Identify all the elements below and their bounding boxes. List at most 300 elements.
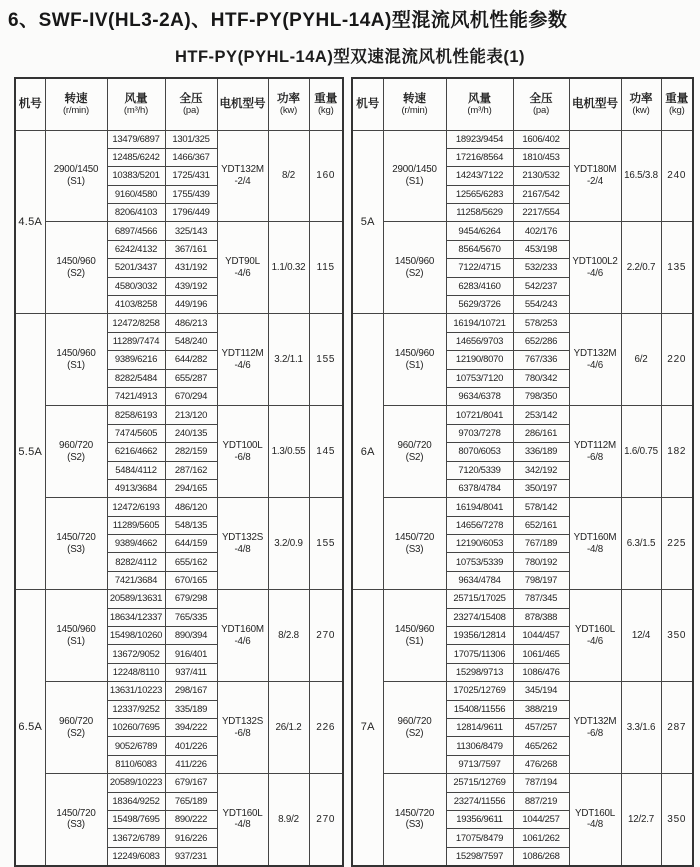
- airflow-cell: 9634/4784: [446, 571, 513, 589]
- weight-cell: 115: [309, 222, 343, 314]
- motor-model: YDT132M: [573, 715, 617, 727]
- pressure-cell: 652/286: [513, 332, 569, 350]
- speed-tag: (S1): [67, 359, 85, 371]
- airflow-cell: 18923/9454: [446, 130, 513, 148]
- table-row: [15, 774, 343, 792]
- weight-cell: 225: [661, 498, 693, 590]
- airflow-cell: 4580/3032: [107, 277, 165, 295]
- airflow-cell: 9389/6216: [107, 351, 165, 369]
- speed-tag: (S2): [67, 267, 85, 279]
- motor-model: YDT100L2: [572, 256, 618, 268]
- motor-poles: -4/6: [586, 267, 604, 279]
- airflow-cell: 18634/12337: [107, 608, 165, 626]
- power-cell: 6/2: [621, 314, 661, 406]
- motor-model: YDT112M: [221, 348, 264, 360]
- table-row: [352, 130, 693, 148]
- pressure-cell: 449/196: [165, 296, 217, 314]
- airflow-cell: 8564/5670: [446, 240, 513, 258]
- speed-cell: [45, 590, 107, 682]
- pressure-cell: 2130/532: [513, 167, 569, 185]
- motor-poles: -4/6: [234, 359, 251, 371]
- airflow-cell: 5201/3437: [107, 259, 165, 277]
- pressure-cell: 286/161: [513, 424, 569, 442]
- airflow-cell: 15298/7597: [446, 847, 513, 865]
- motor-poles: -6/8: [586, 451, 604, 463]
- motor-model-cell: [217, 222, 268, 314]
- airflow-cell: 6216/4662: [107, 443, 165, 461]
- motor-model-cell: [217, 774, 268, 866]
- airflow-cell: 18364/9252: [107, 792, 165, 810]
- speed-value: 1450/960: [394, 623, 435, 635]
- table-row: [352, 222, 693, 240]
- pressure-cell: 465/262: [513, 737, 569, 755]
- speed-cell: [383, 130, 446, 222]
- airflow-cell: 8110/6083: [107, 755, 165, 773]
- speed-value: 2900/1450: [53, 164, 99, 176]
- pressure-cell: 767/336: [513, 351, 569, 369]
- pressure-cell: 652/161: [513, 516, 569, 534]
- col-header-motor: 电机型号: [217, 78, 268, 130]
- airflow-cell: 7421/3684: [107, 571, 165, 589]
- motor-model: YDT160L: [575, 807, 615, 819]
- airflow-cell: 15498/10260: [107, 627, 165, 645]
- airflow-cell: 6378/4784: [446, 479, 513, 497]
- pressure-cell: 1755/439: [165, 185, 217, 203]
- airflow-cell: 16194/10721: [446, 314, 513, 332]
- pressure-cell: 767/189: [513, 535, 569, 553]
- model-number-cell: 7A: [352, 590, 383, 866]
- speed-value: 1450/960: [56, 256, 96, 268]
- model-number-cell: 5.5A: [15, 314, 45, 590]
- speed-cell: [383, 222, 446, 314]
- pressure-cell: 1725/431: [165, 167, 217, 185]
- airflow-cell: 16194/8041: [446, 498, 513, 516]
- airflow-cell: 12485/6242: [107, 148, 165, 166]
- airflow-cell: 11306/8479: [446, 737, 513, 755]
- motor-model-cell: [217, 682, 268, 774]
- speed-cell: [45, 682, 107, 774]
- pressure-cell: 554/243: [513, 296, 569, 314]
- power-cell: 3.3/1.6: [621, 682, 661, 774]
- speed-value: 1450/960: [394, 348, 435, 360]
- airflow-cell: 12472/6193: [107, 498, 165, 516]
- pressure-cell: 787/194: [513, 774, 569, 792]
- weight-cell: 287: [661, 682, 693, 774]
- airflow-cell: 17075/8479: [446, 829, 513, 847]
- motor-poles: -4/6: [586, 635, 604, 647]
- header-row: [15, 78, 343, 130]
- power-cell: 12/4: [621, 590, 661, 682]
- motor-model: YDT160L: [222, 807, 263, 819]
- speed-tag: (S2): [67, 451, 85, 463]
- motor-model-cell: [217, 406, 268, 498]
- airflow-cell: 4103/8258: [107, 296, 165, 314]
- col-header-weight: 重量 (kg): [309, 78, 343, 130]
- model-number-cell: 4.5A: [15, 130, 45, 314]
- table-row: [15, 222, 343, 240]
- airflow-cell: 11289/7474: [107, 332, 165, 350]
- pressure-cell: 787/345: [513, 590, 569, 608]
- speed-tag: (S1): [405, 635, 424, 647]
- pressure-cell: 644/159: [165, 535, 217, 553]
- airflow-cell: 17025/12769: [446, 682, 513, 700]
- speed-cell: [383, 406, 446, 498]
- pressure-cell: 937/231: [165, 847, 217, 865]
- pressure-cell: 1301/325: [165, 130, 217, 148]
- col-header-model: 机号: [352, 78, 383, 130]
- airflow-cell: 13672/9052: [107, 645, 165, 663]
- power-cell: 1.1/0.32: [268, 222, 309, 314]
- speed-tag: (S1): [67, 635, 85, 647]
- speed-tag: (S1): [405, 359, 424, 371]
- airflow-cell: 17216/8564: [446, 148, 513, 166]
- airflow-cell: 25715/17025: [446, 590, 513, 608]
- power-cell: 26/1.2: [268, 682, 309, 774]
- airflow-cell: 7421/4913: [107, 387, 165, 405]
- pressure-cell: 388/219: [513, 700, 569, 718]
- motor-poles: -6/8: [586, 727, 604, 739]
- motor-poles: -4/6: [586, 359, 604, 371]
- power-cell: 1.6/0.75: [621, 406, 661, 498]
- pressure-cell: 1061/465: [513, 645, 569, 663]
- airflow-cell: 14243/7122: [446, 167, 513, 185]
- pressure-cell: 548/135: [165, 516, 217, 534]
- airflow-cell: 12565/6283: [446, 185, 513, 203]
- speed-cell: [383, 590, 446, 682]
- airflow-cell: 25715/12769: [446, 774, 513, 792]
- airflow-cell: 5484/4112: [107, 461, 165, 479]
- pressure-cell: 294/165: [165, 479, 217, 497]
- weight-cell: 226: [309, 682, 343, 774]
- speed-value: 960/720: [58, 715, 93, 727]
- speed-cell: [45, 222, 107, 314]
- pressure-cell: 486/120: [165, 498, 217, 516]
- pressure-cell: 411/226: [165, 755, 217, 773]
- pressure-cell: 916/401: [165, 645, 217, 663]
- motor-poles: -6/8: [234, 451, 251, 463]
- power-cell: 2.2/0.7: [621, 222, 661, 314]
- pressure-cell: 655/287: [165, 369, 217, 387]
- motor-model: YDT132M: [221, 164, 264, 176]
- weight-cell: 160: [309, 130, 343, 222]
- motor-model-cell: [569, 314, 621, 406]
- motor-model: YDT160M: [221, 623, 264, 635]
- motor-model-cell: [217, 314, 268, 406]
- airflow-cell: 15298/9713: [446, 663, 513, 681]
- speed-cell: [45, 406, 107, 498]
- col-header-pressure: 全压 (pa): [513, 78, 569, 130]
- pressure-cell: 1606/402: [513, 130, 569, 148]
- pressure-cell: 578/142: [513, 498, 569, 516]
- power-cell: 3.2/1.1: [268, 314, 309, 406]
- weight-cell: 350: [661, 590, 693, 682]
- weight-cell: 182: [661, 406, 693, 498]
- pressure-cell: 798/197: [513, 571, 569, 589]
- model-number-cell: 5A: [352, 130, 383, 314]
- table-row: [352, 406, 693, 424]
- weight-cell: 155: [309, 498, 343, 590]
- airflow-cell: 6897/4566: [107, 222, 165, 240]
- motor-model-cell: [569, 130, 621, 222]
- motor-model-cell: [569, 774, 621, 866]
- table-body: [15, 130, 343, 866]
- pressure-cell: 644/282: [165, 351, 217, 369]
- pressure-cell: 548/240: [165, 332, 217, 350]
- airflow-cell: 12190/6053: [446, 535, 513, 553]
- pressure-cell: 655/162: [165, 553, 217, 571]
- speed-value: 2900/1450: [392, 164, 437, 176]
- pressure-cell: 335/189: [165, 700, 217, 718]
- power-cell: 8.9/2: [268, 774, 309, 866]
- airflow-cell: 7120/5339: [446, 461, 513, 479]
- pressure-cell: 350/197: [513, 479, 569, 497]
- speed-tag: (S1): [67, 175, 85, 187]
- motor-model: YDT132M: [573, 348, 617, 360]
- pressure-cell: 345/194: [513, 682, 569, 700]
- motor-poles: -2/4: [586, 175, 604, 187]
- performance-tables-container: [14, 77, 700, 867]
- table-row: [15, 498, 343, 516]
- col-header-speed: 转速 (r/min): [383, 78, 446, 130]
- weight-cell: 135: [661, 222, 693, 314]
- pressure-cell: 486/213: [165, 314, 217, 332]
- speed-cell: [383, 498, 446, 590]
- airflow-cell: 9713/7597: [446, 755, 513, 773]
- pressure-cell: 213/120: [165, 406, 217, 424]
- airflow-cell: 12472/8258: [107, 314, 165, 332]
- table-row: [352, 682, 693, 700]
- speed-value: 1450/720: [394, 807, 435, 819]
- motor-poles: -4/8: [234, 543, 251, 555]
- pressure-cell: 367/161: [165, 240, 217, 258]
- speed-tag: (S1): [405, 175, 424, 187]
- weight-cell: 145: [309, 406, 343, 498]
- pressure-cell: 325/143: [165, 222, 217, 240]
- motor-model: YDT112M: [574, 440, 616, 452]
- airflow-cell: 23274/11556: [446, 792, 513, 810]
- pressure-cell: 453/198: [513, 240, 569, 258]
- performance-table-right: [351, 77, 694, 867]
- weight-cell: 270: [309, 590, 343, 682]
- airflow-cell: 5629/3726: [446, 296, 513, 314]
- performance-table-left: [14, 77, 344, 867]
- motor-model: YDT100L: [222, 440, 263, 452]
- airflow-cell: 15408/11556: [446, 700, 513, 718]
- pressure-cell: 1796/449: [165, 204, 217, 222]
- speed-tag: (S3): [405, 543, 424, 555]
- airflow-cell: 9454/6264: [446, 222, 513, 240]
- pressure-cell: 532/233: [513, 259, 569, 277]
- airflow-cell: 8206/4103: [107, 204, 165, 222]
- pressure-cell: 890/394: [165, 627, 217, 645]
- pressure-cell: 578/253: [513, 314, 569, 332]
- airflow-cell: 23274/15408: [446, 608, 513, 626]
- weight-cell: 240: [661, 130, 693, 222]
- col-header-pressure: 全压 (pa): [165, 78, 217, 130]
- power-cell: 12/2.7: [621, 774, 661, 866]
- pressure-cell: 916/226: [165, 829, 217, 847]
- airflow-cell: 9703/7278: [446, 424, 513, 442]
- table-row: [352, 590, 693, 608]
- pressure-cell: 2167/542: [513, 185, 569, 203]
- airflow-cell: 13479/6897: [107, 130, 165, 148]
- pressure-cell: 457/257: [513, 719, 569, 737]
- airflow-cell: 9634/6378: [446, 387, 513, 405]
- motor-model-cell: [569, 222, 621, 314]
- pressure-cell: 1086/268: [513, 847, 569, 865]
- airflow-cell: 7474/5605: [107, 424, 165, 442]
- col-header-airflow: 风量 (m³/h): [446, 78, 513, 130]
- motor-model-cell: [569, 498, 621, 590]
- weight-cell: 270: [309, 774, 343, 866]
- model-number-cell: 6.5A: [15, 590, 45, 866]
- header-row: [352, 78, 693, 130]
- power-cell: 8/2.8: [268, 590, 309, 682]
- table-header: [352, 78, 693, 130]
- motor-poles: -6/8: [234, 727, 251, 739]
- pressure-cell: 1061/262: [513, 829, 569, 847]
- power-cell: 3.2/0.9: [268, 498, 309, 590]
- power-cell: 16.5/3.8: [621, 130, 661, 222]
- table-row: [352, 498, 693, 516]
- pressure-cell: 1044/457: [513, 627, 569, 645]
- airflow-cell: 17075/11306: [446, 645, 513, 663]
- speed-cell: [45, 498, 107, 590]
- airflow-cell: 10383/5201: [107, 167, 165, 185]
- speed-tag: (S2): [67, 727, 85, 739]
- table-row: [352, 314, 693, 332]
- pressure-cell: 780/342: [513, 369, 569, 387]
- table-row: [15, 406, 343, 424]
- pressure-cell: 1086/476: [513, 663, 569, 681]
- airflow-cell: 12248/8110: [107, 663, 165, 681]
- motor-poles: -4/6: [234, 267, 251, 279]
- pressure-cell: 887/219: [513, 792, 569, 810]
- speed-value: 960/720: [58, 440, 93, 452]
- page-title: 6、SWF-IV(HL3-2A)、HTF-PY(PYHL-14A)型混流风机性能参数: [8, 10, 568, 31]
- pressure-cell: 878/388: [513, 608, 569, 626]
- pressure-cell: 431/192: [165, 259, 217, 277]
- pressure-cell: 765/189: [165, 792, 217, 810]
- pressure-cell: 282/159: [165, 443, 217, 461]
- table-row: [352, 774, 693, 792]
- pressure-cell: 890/222: [165, 810, 217, 828]
- motor-poles: -2/4: [234, 175, 251, 187]
- airflow-cell: 8070/6053: [446, 443, 513, 461]
- motor-model: YDT180M: [573, 164, 617, 176]
- motor-model: YDT160M: [573, 532, 617, 544]
- airflow-cell: 6283/4160: [446, 277, 513, 295]
- table-row: [15, 314, 343, 332]
- speed-tag: (S3): [67, 543, 85, 555]
- airflow-cell: 9389/4662: [107, 535, 165, 553]
- airflow-cell: 6242/4132: [107, 240, 165, 258]
- pressure-cell: 402/176: [513, 222, 569, 240]
- pressure-cell: 679/298: [165, 590, 217, 608]
- airflow-cell: 10753/7120: [446, 369, 513, 387]
- model-number-cell: 6A: [352, 314, 383, 590]
- pressure-cell: 240/135: [165, 424, 217, 442]
- pressure-cell: 336/189: [513, 443, 569, 461]
- pressure-cell: 342/192: [513, 461, 569, 479]
- speed-value: 1450/960: [394, 256, 435, 268]
- airflow-cell: 13672/6789: [107, 829, 165, 847]
- airflow-cell: 19356/12814: [446, 627, 513, 645]
- speed-value: 1450/720: [56, 807, 96, 819]
- airflow-cell: 19356/9611: [446, 810, 513, 828]
- col-header-model: 机号: [15, 78, 45, 130]
- airflow-cell: 7122/4715: [446, 259, 513, 277]
- airflow-cell: 15498/7695: [107, 810, 165, 828]
- motor-model-cell: [217, 130, 268, 222]
- power-cell: 8/2: [268, 130, 309, 222]
- airflow-cell: 10753/5339: [446, 553, 513, 571]
- airflow-cell: 12814/9611: [446, 719, 513, 737]
- col-header-motor: 电机型号: [569, 78, 621, 130]
- col-header-airflow: 风量 (m³/h): [107, 78, 165, 130]
- pressure-cell: 1044/257: [513, 810, 569, 828]
- motor-model: YDT90L: [225, 256, 260, 268]
- speed-value: 1450/960: [56, 348, 96, 360]
- pressure-cell: 679/167: [165, 774, 217, 792]
- airflow-cell: 14656/7278: [446, 516, 513, 534]
- airflow-cell: 8282/4112: [107, 553, 165, 571]
- airflow-cell: 13631/10223: [107, 682, 165, 700]
- pressure-cell: 937/411: [165, 663, 217, 681]
- speed-cell: [45, 130, 107, 222]
- speed-value: 1450/720: [394, 532, 435, 544]
- airflow-cell: 20589/10223: [107, 774, 165, 792]
- motor-model-cell: [569, 682, 621, 774]
- speed-cell: [383, 314, 446, 406]
- airflow-cell: 8282/5484: [107, 369, 165, 387]
- airflow-cell: 12249/6083: [107, 847, 165, 865]
- pressure-cell: 2217/554: [513, 204, 569, 222]
- motor-poles: -4/8: [586, 819, 604, 831]
- pressure-cell: 670/165: [165, 571, 217, 589]
- airflow-cell: 10721/8041: [446, 406, 513, 424]
- pressure-cell: 253/142: [513, 406, 569, 424]
- pressure-cell: 476/268: [513, 755, 569, 773]
- weight-cell: 350: [661, 774, 693, 866]
- airflow-cell: 11258/5629: [446, 204, 513, 222]
- pressure-cell: 1466/367: [165, 148, 217, 166]
- motor-model-cell: [569, 590, 621, 682]
- speed-tag: (S2): [405, 727, 424, 739]
- pressure-cell: 287/162: [165, 461, 217, 479]
- airflow-cell: 14656/9703: [446, 332, 513, 350]
- pressure-cell: 1810/453: [513, 148, 569, 166]
- pressure-cell: 394/222: [165, 719, 217, 737]
- pressure-cell: 542/237: [513, 277, 569, 295]
- col-header-speed: 转速 (r/min): [45, 78, 107, 130]
- pressure-cell: 439/192: [165, 277, 217, 295]
- table-row: [15, 130, 343, 148]
- airflow-cell: 9160/4580: [107, 185, 165, 203]
- speed-tag: (S2): [405, 451, 424, 463]
- motor-model: YDT132S: [221, 715, 264, 727]
- col-header-power: 功率 (kw): [621, 78, 661, 130]
- table-row: [15, 682, 343, 700]
- table-body: [352, 130, 693, 866]
- airflow-cell: 12190/8070: [446, 351, 513, 369]
- pressure-cell: 765/335: [165, 608, 217, 626]
- col-header-power: 功率 (kw): [268, 78, 309, 130]
- pressure-cell: 670/294: [165, 387, 217, 405]
- speed-value: 960/720: [397, 715, 432, 727]
- table-row: [15, 590, 343, 608]
- speed-cell: [45, 314, 107, 406]
